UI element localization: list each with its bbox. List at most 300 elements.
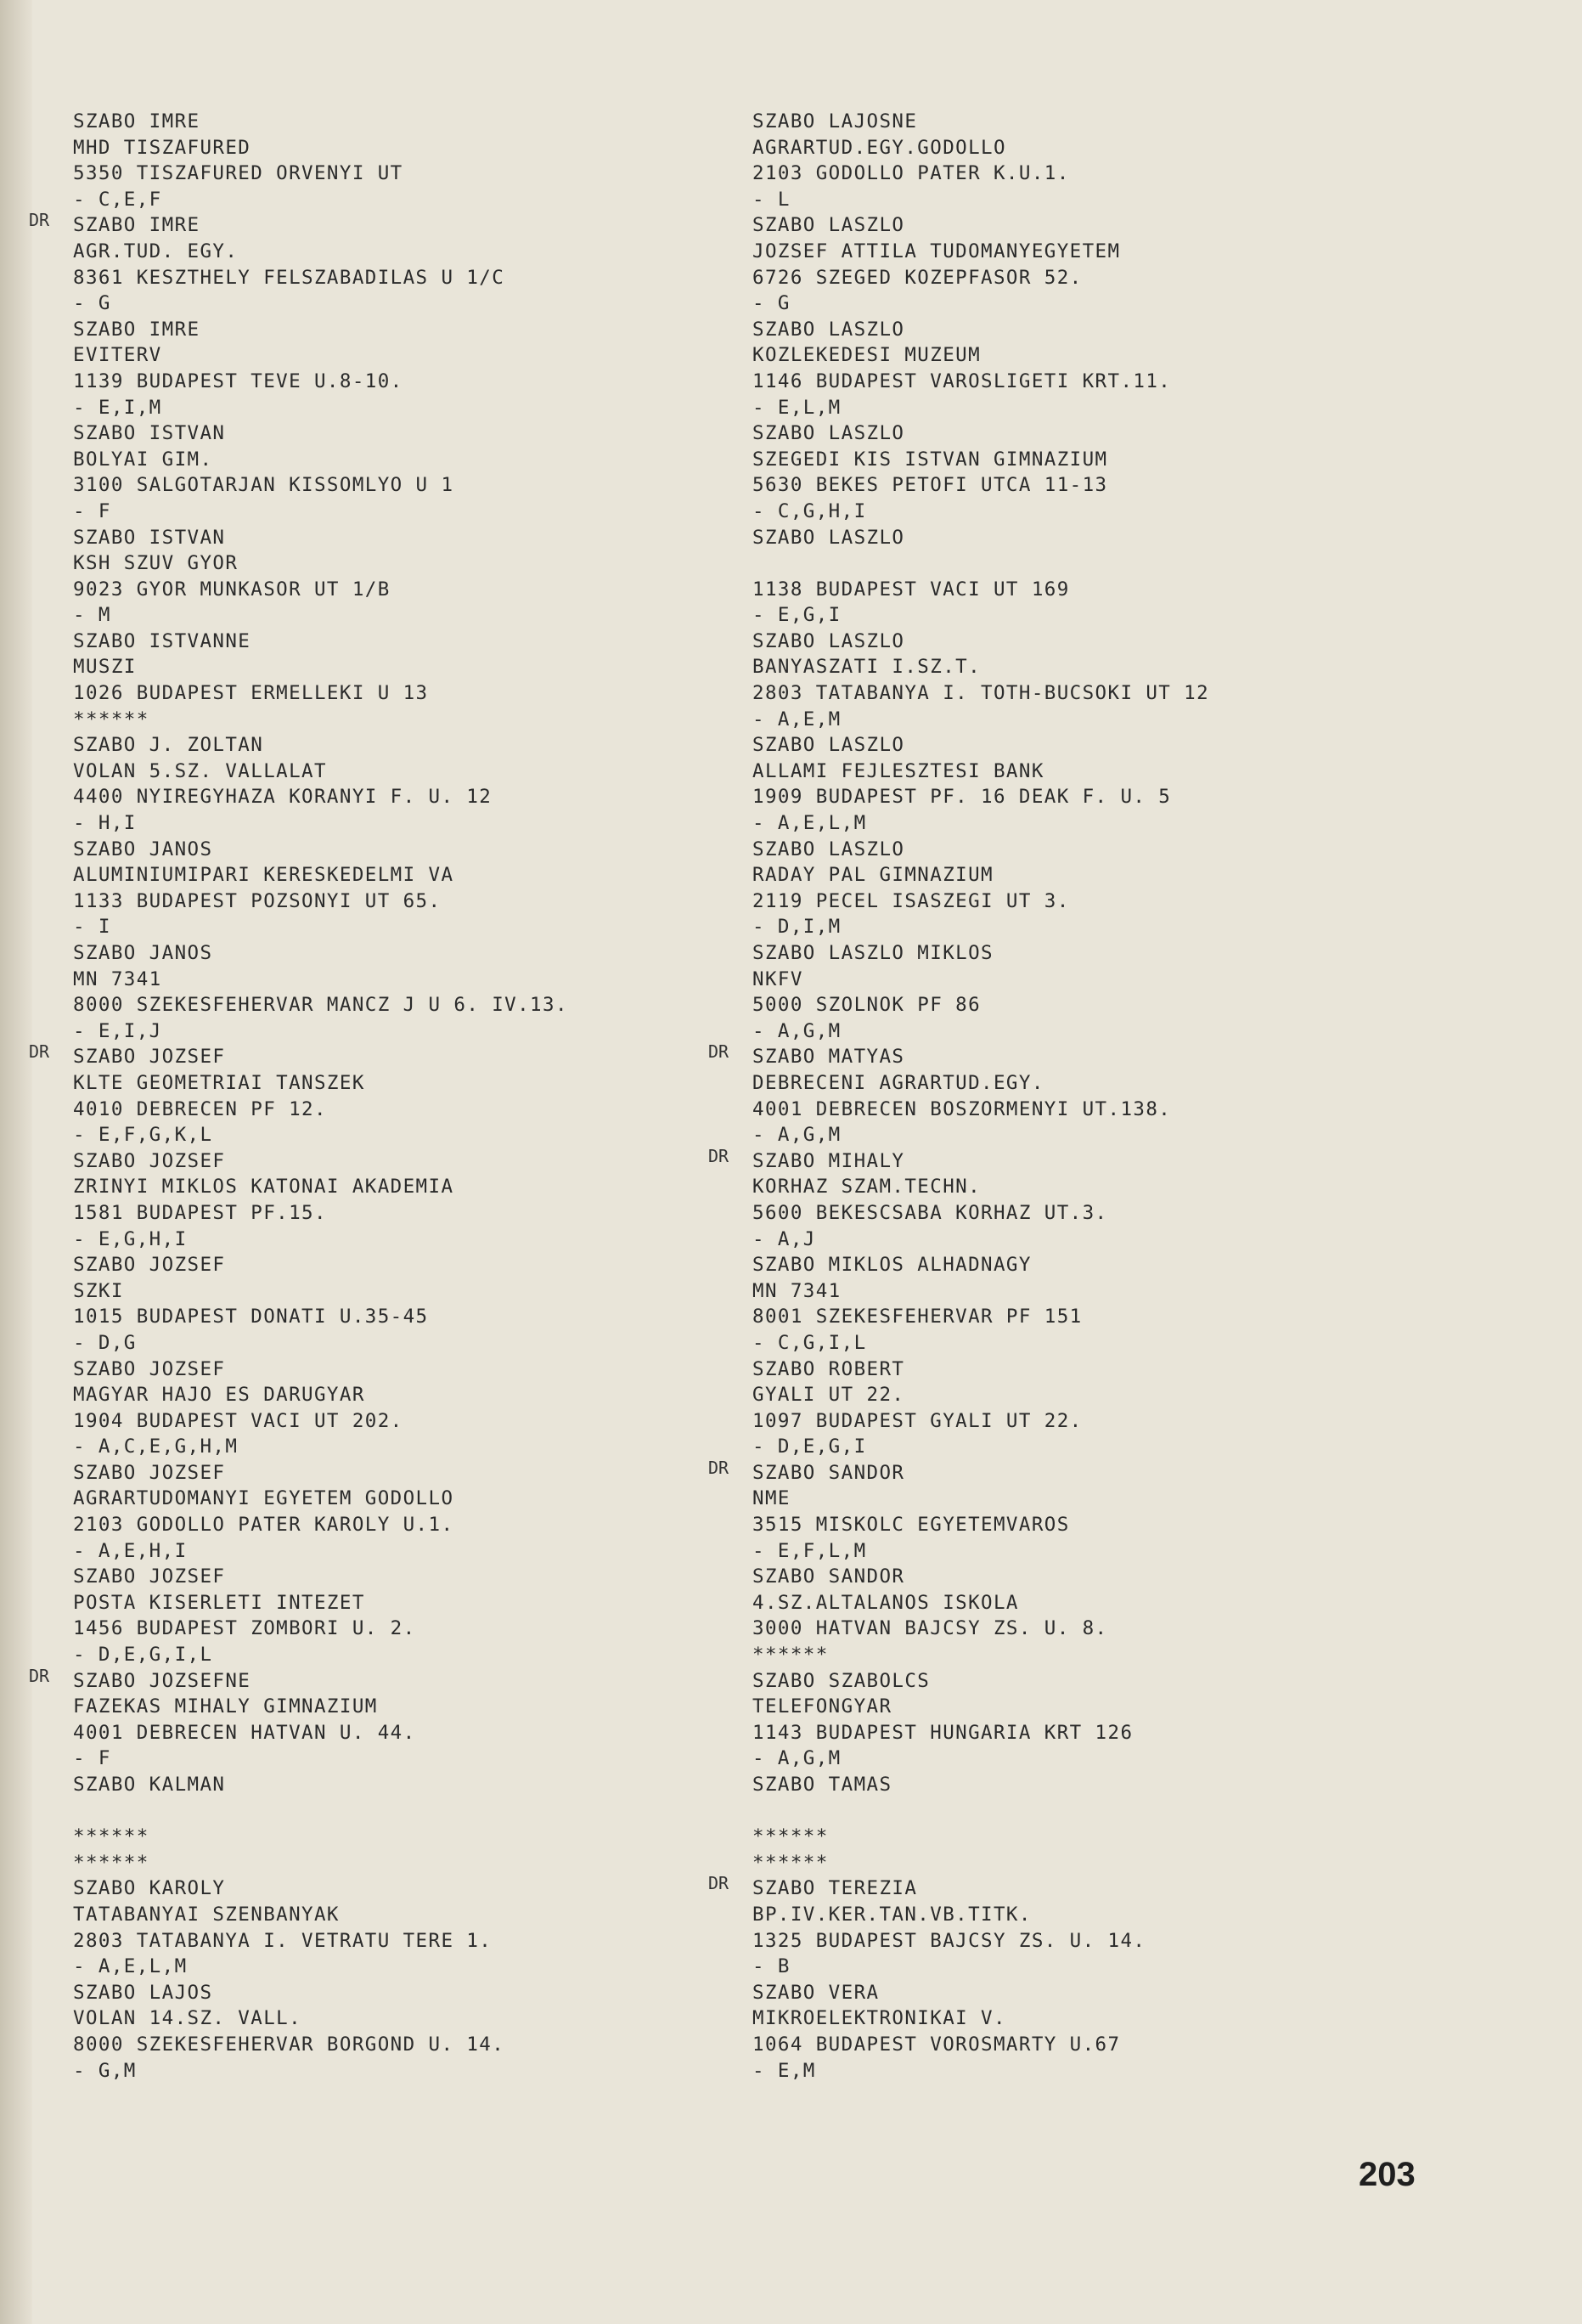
line-text: RADAY PAL GIMNAZIUM	[752, 864, 994, 887]
entry-address	[73, 888, 718, 915]
line-text: 5350 TISZAFURED ORVENYI UT	[73, 162, 403, 185]
entry-codes	[73, 1330, 718, 1357]
line-text: 4001 DEBRECEN HATVAN U. 44.	[73, 1721, 416, 1744]
entry-name	[73, 732, 718, 759]
line-text: - I	[73, 916, 111, 939]
line-text: MN 7341	[752, 1279, 842, 1302]
line-text: 1904 BUDAPEST VACI UT 202.	[73, 1409, 403, 1432]
entry-institution	[752, 239, 1398, 265]
line-text: SZABO LASZLO	[752, 526, 905, 549]
directory-entry	[752, 732, 1398, 836]
entry-address	[752, 265, 1398, 291]
directory-entry	[29, 1041, 718, 1148]
directory-entry	[73, 1564, 718, 1667]
directory-entry	[752, 1980, 1398, 2084]
line-text: ******	[752, 1644, 829, 1667]
line-text: SZABO JOZSEF	[73, 1565, 226, 1588]
entry-codes	[73, 810, 718, 837]
entry-institution	[73, 862, 718, 888]
line-text: MUSZI	[73, 656, 137, 679]
entry-institution	[752, 1694, 1398, 1720]
entry-institution	[73, 1278, 718, 1305]
line-text: - H,I	[73, 812, 137, 835]
line-text: - D,E,G,I	[752, 1436, 867, 1458]
line-text: NKFV	[752, 967, 803, 990]
line-text: 6726 SZEGED KOZEPFASOR 52.	[752, 266, 1083, 289]
entry-codes	[73, 1642, 718, 1668]
line-text: DEBRECENI AGRARTUD.EGY.	[752, 1071, 1044, 1094]
line-text: 4010 DEBRECEN PF 12.	[73, 1097, 327, 1120]
line-text: SZABO IMRE	[73, 110, 200, 133]
entry-name	[752, 420, 1398, 447]
line-text: 8001 SZEKESFEHERVAR PF 151	[752, 1306, 1083, 1328]
entry-codes	[73, 2058, 718, 2084]
line-text: AGR.TUD. EGY.	[73, 240, 239, 262]
entry-codes	[752, 810, 1398, 837]
entry-institution	[752, 2005, 1398, 2032]
line-text: - F	[73, 499, 111, 522]
directory-entry	[708, 1457, 1398, 1564]
entry-institution	[752, 862, 1398, 888]
directory-entry	[752, 317, 1398, 420]
entry-address	[752, 1824, 1398, 1850]
entry-codes	[752, 1746, 1398, 1772]
line-text: SZABO JOZSEFNE	[73, 1669, 251, 1692]
directory-entry	[73, 420, 718, 524]
line-text: SZABO LASZLO MIKLOS	[752, 942, 994, 964]
entry-name	[752, 317, 1398, 343]
entry-codes	[752, 1954, 1398, 1980]
right-column	[708, 109, 1398, 2084]
line-text: 5600 BEKESCSABA KORHAZ UT.3.	[752, 1201, 1108, 1224]
line-text: - C,G,H,I	[752, 499, 867, 522]
entry-codes	[752, 1642, 1398, 1668]
line-text: - A,E,L,M	[73, 1955, 188, 1978]
line-text: SZABO IMRE	[73, 318, 200, 341]
entry-institution	[73, 1590, 718, 1616]
line-text: SZABO JANOS	[73, 838, 213, 860]
line-text: SZABO ISTVAN	[73, 526, 226, 549]
directory-entry	[73, 1980, 718, 2084]
line-text: 1143 BUDAPEST HUNGARIA KRT 126	[752, 1721, 1134, 1744]
line-text: SZABO LASZLO	[752, 422, 905, 445]
entry-address	[73, 1097, 718, 1123]
entry-institution	[752, 135, 1398, 161]
line-text: 4400 NYIREGYHAZA KORANYI F. U. 12	[73, 786, 493, 809]
directory-entry	[29, 1665, 718, 1772]
line-text: 2103 GODOLLO PATER K.U.1.	[752, 162, 1070, 185]
entry-address	[752, 784, 1398, 810]
entry-codes	[752, 2058, 1398, 2084]
line-text: SZABO JANOS	[73, 942, 213, 964]
entry-codes	[73, 499, 718, 525]
entry-address	[752, 992, 1398, 1018]
line-text: SZABO LASZLO	[752, 734, 905, 757]
entry-codes	[752, 1018, 1398, 1045]
entry-name	[73, 317, 718, 343]
directory-entry	[752, 1772, 1398, 1876]
directory-entry	[73, 317, 718, 420]
entry-institution	[73, 967, 718, 993]
directory-entry	[752, 525, 1398, 629]
directory-entry	[752, 420, 1398, 524]
entry-name	[708, 1873, 1398, 1902]
line-text: - C,E,F	[73, 188, 162, 211]
line-text: - E,L,M	[752, 396, 842, 419]
directory-entry	[73, 629, 718, 732]
line-text: SZABO KALMAN	[73, 1774, 226, 1796]
line-text: TATABANYAI SZENBANYAK	[73, 1903, 340, 1926]
line-text: SZABO SZABOLCS	[752, 1669, 931, 1692]
line-text: MAGYAR HAJO ES DARUGYAR	[73, 1384, 365, 1407]
entry-institution	[752, 1798, 1398, 1825]
directory-entry	[73, 732, 718, 836]
entry-institution	[752, 342, 1398, 369]
directory-entry	[752, 1357, 1398, 1460]
line-text: 1139 BUDAPEST TEVE U.8-10.	[73, 369, 403, 392]
entry-name	[73, 629, 718, 655]
directory-entry	[752, 1668, 1398, 1772]
entry-codes	[752, 1122, 1398, 1148]
entry-name	[73, 525, 718, 551]
entry-name	[752, 1357, 1398, 1383]
entry-address	[73, 472, 718, 499]
line-text: 8361 KESZTHELY FELSZABADILAS U 1/C	[73, 266, 505, 289]
entry-address	[752, 2032, 1398, 2058]
line-text: SZABO JOZSEF	[73, 1461, 226, 1484]
line-text: 1146 BUDAPEST VAROSLIGETI KRT.11.	[752, 369, 1172, 392]
line-text: - A,E,M	[752, 708, 842, 730]
directory-entry	[752, 212, 1398, 316]
entry-name	[73, 1876, 718, 1902]
line-text: SZABO ISTVANNE	[73, 629, 251, 652]
entry-address	[73, 1616, 718, 1642]
line-text: ******	[752, 1825, 829, 1848]
entry-name	[73, 109, 718, 135]
entry-institution	[73, 1382, 718, 1408]
entry-name	[752, 1668, 1398, 1695]
entry-name	[73, 1460, 718, 1486]
directory-entry	[73, 1357, 718, 1460]
entry-address	[73, 2032, 718, 2058]
page-gutter-shadow	[0, 0, 32, 2324]
entry-name	[73, 940, 718, 967]
entry-name	[752, 940, 1398, 967]
entry-institution	[752, 1486, 1398, 1512]
line-text: MN 7341	[73, 967, 162, 990]
entry-codes	[752, 1434, 1398, 1460]
entry-name	[752, 629, 1398, 655]
line-text: 1456 BUDAPEST ZOMBORI U. 2.	[73, 1617, 416, 1640]
line-text: - A,J	[752, 1227, 816, 1250]
entry-institution	[752, 654, 1398, 680]
line-text: - D,G	[73, 1331, 137, 1354]
line-text: 8000 SZEKESFEHERVAR MANCZ J U 6. IV.13.	[73, 994, 568, 1017]
entry-address	[752, 1512, 1398, 1538]
entry-name	[29, 210, 718, 239]
title-prefix: DR	[29, 210, 50, 231]
entry-institution	[73, 1798, 718, 1825]
entry-institution	[752, 1070, 1398, 1097]
entry-codes	[752, 1538, 1398, 1565]
line-text: 2119 PECEL ISASZEGI UT 3.	[752, 889, 1070, 912]
entry-name	[73, 1148, 718, 1175]
line-text: ******	[73, 1825, 149, 1848]
entry-codes	[752, 290, 1398, 317]
directory-entry	[73, 940, 718, 1044]
entry-name	[73, 1980, 718, 2006]
line-text: 5000 SZOLNOK PF 86	[752, 994, 982, 1017]
entry-institution	[73, 1902, 718, 1928]
line-text: KLTE GEOMETRIAI TANSZEK	[73, 1071, 365, 1094]
line-text: SZABO SANDOR	[752, 1461, 905, 1484]
entry-institution	[752, 1902, 1398, 1928]
entry-address	[752, 1928, 1398, 1955]
entry-codes	[752, 1227, 1398, 1253]
entry-address	[752, 1200, 1398, 1227]
line-text: - G	[73, 292, 111, 315]
entry-address	[73, 784, 718, 810]
line-text: - A,E,H,I	[73, 1539, 188, 1562]
entry-address	[73, 1408, 718, 1435]
directory-entry	[752, 940, 1398, 1044]
line-text: 1064 BUDAPEST VOROSMARTY U.67	[752, 2033, 1121, 2056]
entry-codes	[752, 187, 1398, 213]
entry-name	[752, 1772, 1398, 1798]
entry-institution	[73, 2005, 718, 2032]
line-text: - E,M	[752, 2059, 816, 2082]
line-text: - M	[73, 604, 111, 627]
line-text: - G	[752, 292, 791, 315]
line-text: - A,G,M	[752, 1124, 842, 1147]
line-text: MHD TISZAFURED	[73, 136, 251, 159]
line-text: - E,G,H,I	[73, 1227, 188, 1250]
entry-codes	[752, 499, 1398, 525]
directory-entry	[73, 525, 718, 629]
entry-institution	[73, 550, 718, 577]
line-text: SZABO ISTVAN	[73, 422, 226, 445]
line-text: SZABO VERA	[752, 1981, 880, 2004]
directory-entry	[73, 1252, 718, 1356]
line-text: ******	[73, 1851, 149, 1874]
entry-address	[73, 161, 718, 187]
entry-codes	[73, 707, 718, 733]
entry-address	[73, 1200, 718, 1227]
line-text: ZRINYI MIKLOS KATONAI AKADEMIA	[73, 1176, 454, 1199]
line-text: ******	[752, 1851, 829, 1874]
line-text: - L	[752, 188, 791, 211]
line-text: 1909 BUDAPEST PF. 16 DEAK F. U. 5	[752, 786, 1172, 809]
entry-address	[73, 577, 718, 603]
line-text: - F	[73, 1747, 111, 1770]
entry-codes	[73, 1746, 718, 1772]
line-text: 9023 GYOR MUNKASOR UT 1/B	[73, 578, 391, 601]
directory-entry	[708, 1041, 1398, 1148]
line-text: - E,F,L,M	[752, 1539, 867, 1562]
line-text: - E,I,J	[73, 1019, 162, 1042]
line-text: KSH SZUV GYOR	[73, 552, 239, 575]
line-text: - A,E,L,M	[752, 812, 867, 835]
directory-entry	[73, 1772, 718, 1876]
title-prefix: DR	[708, 1873, 729, 1894]
entry-institution	[73, 239, 718, 265]
entry-name	[73, 1252, 718, 1278]
title-prefix: DR	[708, 1457, 729, 1478]
directory-entry	[29, 210, 718, 316]
entry-institution	[73, 1070, 718, 1097]
entry-institution	[73, 1486, 718, 1512]
line-text: - B	[752, 1955, 791, 1978]
entry-address	[73, 992, 718, 1018]
entry-name	[752, 837, 1398, 863]
entry-institution	[752, 759, 1398, 785]
directory-entry	[752, 1564, 1398, 1667]
entry-codes	[73, 602, 718, 629]
line-text: 4.SZ.ALTALANOS ISKOLA	[752, 1591, 1019, 1614]
directory-entry	[73, 1460, 718, 1564]
line-text: - A,G,M	[752, 1747, 842, 1770]
line-text: 1026 BUDAPEST ERMELLEKI U 13	[73, 682, 429, 705]
line-text: SZABO LAJOS	[73, 1981, 213, 2004]
line-text: SZABO LASZLO	[752, 214, 905, 237]
entry-codes	[73, 1018, 718, 1045]
entry-name	[73, 1772, 718, 1798]
entry-name	[29, 1041, 718, 1070]
entry-address	[752, 472, 1398, 499]
directory-entry	[752, 629, 1398, 732]
entry-name	[708, 1041, 1398, 1070]
entry-address	[73, 265, 718, 291]
line-text: SZABO J. ZOLTAN	[73, 734, 264, 757]
line-text: - E,F,G,K,L	[73, 1124, 213, 1147]
entry-institution	[73, 1694, 718, 1720]
line-text: AGRARTUDOMANYI EGYETEM GODOLLO	[73, 1487, 454, 1510]
line-text: NME	[752, 1487, 791, 1510]
line-text: KOZLEKEDESI MUZEUM	[752, 344, 982, 367]
directory-entry	[708, 1145, 1398, 1252]
entry-name	[73, 837, 718, 863]
line-text: 1581 BUDAPEST PF.15.	[73, 1201, 327, 1224]
entry-address	[73, 1720, 718, 1746]
entry-codes	[73, 395, 718, 421]
entry-codes	[73, 1538, 718, 1565]
entry-address	[752, 1616, 1398, 1642]
line-text: ALLAMI FEJLESZTESI BANK	[752, 759, 1044, 782]
entry-institution	[752, 1278, 1398, 1305]
entry-address	[752, 577, 1398, 603]
entry-name	[752, 1252, 1398, 1278]
entry-codes	[73, 1850, 718, 1876]
entry-codes	[752, 602, 1398, 629]
entry-name	[708, 1457, 1398, 1486]
entry-name	[29, 1665, 718, 1695]
directory-entry	[752, 837, 1398, 940]
entry-institution	[73, 447, 718, 473]
line-text: SZABO MATYAS	[752, 1046, 905, 1069]
line-text: 2103 GODOLLO PATER KAROLY U.1.	[73, 1514, 454, 1537]
directory-entry	[708, 1873, 1398, 1979]
entry-codes	[73, 290, 718, 317]
line-text: - C,G,I,L	[752, 1331, 867, 1354]
entry-institution	[752, 1382, 1398, 1408]
entry-institution	[73, 342, 718, 369]
entry-institution	[752, 1590, 1398, 1616]
line-text: SZABO SANDOR	[752, 1565, 905, 1588]
entry-codes	[73, 1122, 718, 1148]
line-text: 1325 BUDAPEST BAJCSY ZS. U. 14.	[752, 1929, 1146, 1952]
line-text: EVITERV	[73, 344, 162, 367]
line-text: - D,E,G,I,L	[73, 1644, 213, 1667]
entry-institution	[73, 135, 718, 161]
entry-name	[752, 525, 1398, 551]
line-text: - A,C,E,G,H,M	[73, 1436, 239, 1458]
entry-codes	[73, 1954, 718, 1980]
line-text: GYALI UT 22.	[752, 1384, 905, 1407]
entry-address	[73, 1512, 718, 1538]
line-text: SZABO JOZSEF	[73, 1149, 226, 1172]
entry-codes	[752, 914, 1398, 940]
entry-institution	[752, 967, 1398, 993]
line-text: MIKROELEKTRONIKAI V.	[752, 2007, 1006, 2030]
directory-entry	[73, 109, 718, 212]
entry-name	[752, 1564, 1398, 1590]
line-text: ALUMINIUMIPARI KERESKEDELMI VA	[73, 864, 454, 887]
line-text: SZABO LASZLO	[752, 318, 905, 341]
title-prefix: DR	[29, 1041, 50, 1063]
line-text: SZABO JOZSEF	[73, 1357, 226, 1380]
entry-institution	[752, 447, 1398, 473]
line-text: - E,G,I	[752, 604, 842, 627]
line-text: 2803 TATABANYA I. TOTH-BUCSOKI UT 12	[752, 682, 1210, 705]
line-text: BP.IV.KER.TAN.VB.TITK.	[752, 1903, 1032, 1926]
line-text: SZABO JOZSEF	[73, 1046, 226, 1069]
line-text: 3100 SALGOTARJAN KISSOMLYO U 1	[73, 474, 454, 497]
entry-address	[752, 161, 1398, 187]
entry-codes	[752, 1330, 1398, 1357]
entry-codes	[752, 1850, 1398, 1876]
title-prefix: DR	[708, 1041, 729, 1063]
line-text: SZKI	[73, 1279, 124, 1302]
title-prefix: DR	[29, 1665, 50, 1686]
entry-institution	[73, 654, 718, 680]
line-text: SZABO JOZSEF	[73, 1254, 226, 1277]
line-text: 1015 BUDAPEST DONATI U.35-45	[73, 1306, 429, 1328]
line-text: 3515 MISKOLC EGYETEMVAROS	[752, 1514, 1070, 1537]
line-text: TELEFONGYAR	[752, 1695, 892, 1718]
entry-name	[752, 109, 1398, 135]
line-text: SZABO MIHALY	[752, 1149, 905, 1172]
entry-institution	[752, 550, 1398, 577]
entry-address	[73, 680, 718, 707]
page-number: 203	[1359, 2156, 1416, 2193]
line-text: ******	[73, 708, 149, 730]
directory-entry	[752, 1252, 1398, 1356]
directory-entry	[752, 109, 1398, 212]
line-text: - G,M	[73, 2059, 137, 2082]
line-text: FAZEKAS MIHALY GIMNAZIUM	[73, 1695, 378, 1718]
line-text: KORHAZ SZAM.TECHN.	[752, 1176, 982, 1199]
line-text: 1133 BUDAPEST POZSONYI UT 65.	[73, 889, 442, 912]
title-prefix: DR	[708, 1145, 729, 1166]
entry-name	[752, 1980, 1398, 2006]
entry-name	[73, 1564, 718, 1590]
entry-codes	[752, 707, 1398, 733]
line-text: BOLYAI GIM.	[73, 448, 213, 471]
entry-address	[73, 1304, 718, 1330]
line-text: SZABO LASZLO	[752, 838, 905, 860]
entry-name	[752, 212, 1398, 239]
line-text: SZABO LASZLO	[752, 629, 905, 652]
